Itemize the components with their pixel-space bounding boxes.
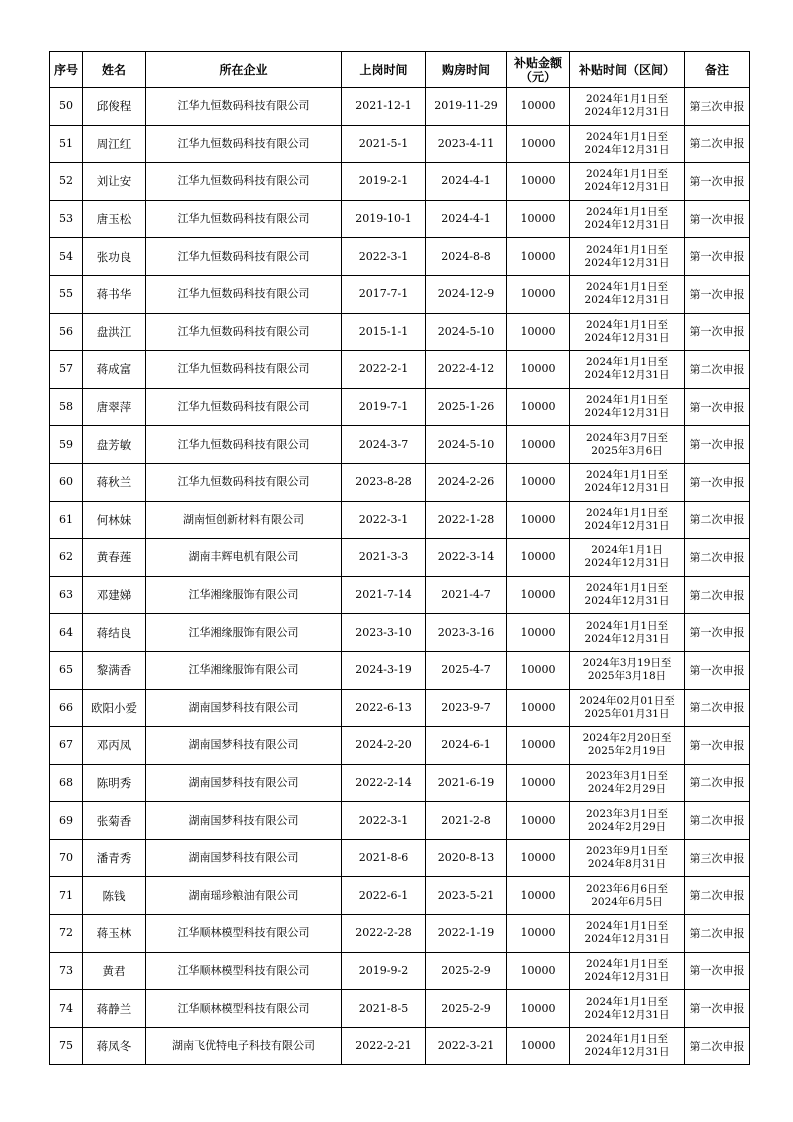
cell-company: 江华湘缘服饰有限公司 (146, 614, 342, 652)
cell-no: 73 (50, 952, 83, 990)
cell-no: 60 (50, 463, 83, 501)
cell-company: 江华九恒数码科技有限公司 (146, 388, 342, 426)
cell-amount: 10000 (507, 351, 570, 389)
period-to: 2024年12月31日 (584, 181, 670, 194)
cell-company: 湖南飞优特电子科技有限公司 (146, 1027, 342, 1065)
cell-start-date: 2019-9-2 (342, 952, 426, 990)
period-from: 2024年1月1日至 (585, 356, 669, 369)
cell-purchase-date: 2024-8-8 (426, 238, 507, 276)
cell-company: 江华九恒数码科技有限公司 (146, 313, 342, 351)
header-company: 所在企业 (146, 52, 342, 88)
cell-start-date: 2022-6-1 (342, 877, 426, 915)
period-from: 2024年1月1日至 (585, 318, 669, 331)
cell-period (570, 689, 685, 727)
cell-purchase-date: 2023-3-16 (426, 614, 507, 652)
period-from: 2023年6月6日至 (585, 882, 669, 895)
cell-name: 欧阳小爱 (83, 689, 146, 727)
cell-period (570, 200, 685, 238)
subsidy-table (49, 51, 750, 1065)
period-from: 2024年1月1日至 (585, 130, 669, 143)
cell-company: 湖南恒创新材料有限公司 (146, 501, 342, 539)
cell-period (570, 839, 685, 877)
period-to: 2025年2月19日 (587, 745, 667, 758)
cell-purchase-date: 2021-2-8 (426, 802, 507, 840)
cell-start-date: 2024-3-19 (342, 651, 426, 689)
period-to: 2024年12月31日 (584, 595, 670, 608)
table-row (50, 764, 750, 802)
cell-company: 湖南国梦科技有限公司 (146, 689, 342, 727)
cell-name: 邱俊程 (83, 88, 146, 126)
cell-purchase-date: 2023-5-21 (426, 877, 507, 915)
cell-name: 盘芳敏 (83, 426, 146, 464)
table-row (50, 576, 750, 614)
period-to: 2024年12月31日 (584, 482, 670, 495)
cell-purchase-date: 2024-6-1 (426, 727, 507, 765)
period-from: 2024年1月1日至 (585, 243, 669, 256)
cell-note: 第二次申报 (685, 764, 750, 802)
period-to: 2025年01月31日 (584, 707, 670, 720)
cell-note: 第一次申报 (685, 952, 750, 990)
period-to: 2024年12月31日 (584, 632, 670, 645)
cell-period (570, 238, 685, 276)
cell-start-date: 2021-3-3 (342, 539, 426, 577)
period-to: 2024年12月31日 (584, 369, 670, 382)
cell-no: 71 (50, 877, 83, 915)
cell-note: 第一次申报 (685, 275, 750, 313)
cell-period (570, 576, 685, 614)
cell-start-date: 2015-1-1 (342, 313, 426, 351)
cell-company: 江华九恒数码科技有限公司 (146, 351, 342, 389)
cell-purchase-date: 2019-11-29 (426, 88, 507, 126)
header-start-date: 上岗时间 (342, 52, 426, 88)
cell-name: 张功良 (83, 238, 146, 276)
table-row (50, 915, 750, 953)
cell-name: 蒋书华 (83, 275, 146, 313)
period-from: 2024年1月1日至 (585, 582, 669, 595)
cell-note: 第二次申报 (685, 802, 750, 840)
cell-name: 陈明秀 (83, 764, 146, 802)
period-to: 2024年8月31日 (587, 858, 667, 871)
period-from: 2023年3月1日至 (585, 807, 669, 820)
cell-period (570, 351, 685, 389)
cell-purchase-date: 2025-2-9 (426, 952, 507, 990)
table-row (50, 388, 750, 426)
cell-amount: 10000 (507, 275, 570, 313)
table-row (50, 463, 750, 501)
period-from: 2024年1月1日至 (585, 469, 669, 482)
cell-period (570, 125, 685, 163)
cell-note: 第一次申报 (685, 727, 750, 765)
period-from: 2024年1月1日至 (585, 506, 669, 519)
period-from: 2023年9月1日至 (585, 845, 669, 858)
cell-purchase-date: 2025-4-7 (426, 651, 507, 689)
cell-name: 刘让安 (83, 163, 146, 201)
cell-no: 50 (50, 88, 83, 126)
period-from: 2024年1月1日至 (585, 394, 669, 407)
period-to: 2024年2月29日 (587, 782, 667, 795)
cell-company: 湖南国梦科技有限公司 (146, 764, 342, 802)
cell-period (570, 275, 685, 313)
cell-period (570, 915, 685, 953)
table-row (50, 727, 750, 765)
cell-name: 唐翠萍 (83, 388, 146, 426)
table-row (50, 238, 750, 276)
cell-note: 第二次申报 (685, 915, 750, 953)
table-row (50, 614, 750, 652)
header-amount: 补贴金额（元） (507, 52, 570, 88)
cell-period (570, 614, 685, 652)
cell-start-date: 2019-7-1 (342, 388, 426, 426)
cell-start-date: 2022-2-14 (342, 764, 426, 802)
cell-amount: 10000 (507, 915, 570, 953)
cell-start-date: 2017-7-1 (342, 275, 426, 313)
cell-amount: 10000 (507, 426, 570, 464)
cell-amount: 10000 (507, 125, 570, 163)
cell-note: 第一次申报 (685, 651, 750, 689)
period-to: 2024年12月31日 (584, 331, 670, 344)
cell-no: 64 (50, 614, 83, 652)
cell-start-date: 2019-10-1 (342, 200, 426, 238)
cell-amount: 10000 (507, 539, 570, 577)
table-row (50, 877, 750, 915)
cell-company: 江华顺林模型科技有限公司 (146, 990, 342, 1028)
cell-name: 盘洪江 (83, 313, 146, 351)
cell-period (570, 952, 685, 990)
period-from: 2024年1月1日至 (585, 1033, 669, 1046)
cell-no: 59 (50, 426, 83, 464)
cell-name: 蒋凤冬 (83, 1027, 146, 1065)
cell-start-date: 2021-5-1 (342, 125, 426, 163)
cell-amount: 10000 (507, 764, 570, 802)
cell-amount: 10000 (507, 689, 570, 727)
table-row (50, 839, 750, 877)
cell-no: 63 (50, 576, 83, 614)
cell-amount: 10000 (507, 614, 570, 652)
cell-start-date: 2022-3-1 (342, 238, 426, 276)
cell-note: 第二次申报 (685, 501, 750, 539)
cell-purchase-date: 2022-3-14 (426, 539, 507, 577)
cell-purchase-date: 2022-1-19 (426, 915, 507, 953)
cell-amount: 10000 (507, 802, 570, 840)
cell-name: 潘青秀 (83, 839, 146, 877)
cell-amount: 10000 (507, 163, 570, 201)
cell-company: 江华九恒数码科技有限公司 (146, 238, 342, 276)
cell-name: 张菊香 (83, 802, 146, 840)
cell-name: 唐玉松 (83, 200, 146, 238)
period-from: 2024年1月1日至 (585, 206, 669, 219)
cell-amount: 10000 (507, 877, 570, 915)
period-to: 2024年12月31日 (584, 106, 670, 119)
cell-name: 何林妹 (83, 501, 146, 539)
cell-note: 第一次申报 (685, 388, 750, 426)
cell-amount: 10000 (507, 238, 570, 276)
cell-no: 72 (50, 915, 83, 953)
cell-period (570, 539, 685, 577)
table-row (50, 88, 750, 126)
cell-start-date: 2022-2-1 (342, 351, 426, 389)
table-row (50, 275, 750, 313)
cell-purchase-date: 2025-2-9 (426, 990, 507, 1028)
cell-period (570, 802, 685, 840)
period-from: 2024年1月1日至 (585, 168, 669, 181)
cell-start-date: 2019-2-1 (342, 163, 426, 201)
table-row (50, 651, 750, 689)
cell-period (570, 990, 685, 1028)
cell-company: 江华九恒数码科技有限公司 (146, 463, 342, 501)
cell-no: 74 (50, 990, 83, 1028)
table-row (50, 125, 750, 163)
cell-period (570, 313, 685, 351)
cell-purchase-date: 2024-5-10 (426, 313, 507, 351)
cell-note: 第一次申报 (685, 200, 750, 238)
cell-name: 黎满香 (83, 651, 146, 689)
cell-company: 湖南丰辉电机有限公司 (146, 539, 342, 577)
cell-period (570, 88, 685, 126)
cell-note: 第二次申报 (685, 689, 750, 727)
cell-start-date: 2021-8-6 (342, 839, 426, 877)
cell-note: 第一次申报 (685, 426, 750, 464)
cell-no: 56 (50, 313, 83, 351)
period-to: 2025年3月18日 (587, 670, 667, 683)
table-row (50, 1027, 750, 1065)
cell-note: 第二次申报 (685, 576, 750, 614)
cell-start-date: 2022-2-21 (342, 1027, 426, 1065)
period-to: 2024年12月31日 (584, 294, 670, 307)
cell-period (570, 727, 685, 765)
cell-name: 蒋成富 (83, 351, 146, 389)
cell-amount: 10000 (507, 952, 570, 990)
cell-note: 第三次申报 (685, 839, 750, 877)
period-from: 2024年02月01日至 (579, 694, 675, 707)
cell-purchase-date: 2024-5-10 (426, 426, 507, 464)
period-to: 2024年12月31日 (584, 557, 670, 570)
table-row (50, 990, 750, 1028)
cell-period (570, 764, 685, 802)
period-from: 2024年1月1日至 (585, 281, 669, 294)
cell-no: 61 (50, 501, 83, 539)
cell-start-date: 2022-6-13 (342, 689, 426, 727)
cell-amount: 10000 (507, 727, 570, 765)
cell-company: 江华顺林模型科技有限公司 (146, 915, 342, 953)
cell-company: 湖南国梦科技有限公司 (146, 802, 342, 840)
period-to: 2024年12月31日 (584, 143, 670, 156)
cell-amount: 10000 (507, 576, 570, 614)
period-to: 2024年12月31日 (584, 519, 670, 532)
cell-no: 57 (50, 351, 83, 389)
cell-company: 江华湘缘服饰有限公司 (146, 651, 342, 689)
cell-amount: 10000 (507, 88, 570, 126)
header-no: 序号 (50, 52, 83, 88)
cell-company: 江华湘缘服饰有限公司 (146, 576, 342, 614)
cell-purchase-date: 2020-8-13 (426, 839, 507, 877)
cell-note: 第三次申报 (685, 88, 750, 126)
cell-company: 江华九恒数码科技有限公司 (146, 163, 342, 201)
cell-name: 周江红 (83, 125, 146, 163)
cell-period (570, 501, 685, 539)
cell-note: 第一次申报 (685, 238, 750, 276)
cell-no: 55 (50, 275, 83, 313)
cell-note: 第二次申报 (685, 539, 750, 577)
cell-purchase-date: 2024-2-26 (426, 463, 507, 501)
period-from: 2024年1月1日至 (585, 995, 669, 1008)
cell-amount: 10000 (507, 990, 570, 1028)
period-to: 2024年12月31日 (584, 1008, 670, 1021)
period-to: 2024年12月31日 (584, 970, 670, 983)
period-from: 2023年3月1日至 (585, 769, 669, 782)
period-to: 2024年6月5日 (591, 895, 663, 908)
cell-no: 53 (50, 200, 83, 238)
table-row (50, 689, 750, 727)
cell-company: 湖南国梦科技有限公司 (146, 727, 342, 765)
cell-no: 70 (50, 839, 83, 877)
period-to: 2024年2月29日 (587, 820, 667, 833)
cell-purchase-date: 2024-4-1 (426, 200, 507, 238)
cell-note: 第一次申报 (685, 163, 750, 201)
cell-note: 第一次申报 (685, 614, 750, 652)
header-name: 姓名 (83, 52, 146, 88)
cell-start-date: 2021-12-1 (342, 88, 426, 126)
cell-no: 65 (50, 651, 83, 689)
period-to: 2024年12月31日 (584, 933, 670, 946)
cell-period (570, 426, 685, 464)
cell-company: 江华顺林模型科技有限公司 (146, 952, 342, 990)
cell-company: 江华九恒数码科技有限公司 (146, 200, 342, 238)
cell-start-date: 2023-3-10 (342, 614, 426, 652)
cell-no: 75 (50, 1027, 83, 1065)
cell-no: 68 (50, 764, 83, 802)
cell-amount: 10000 (507, 1027, 570, 1065)
header-row (50, 52, 750, 88)
table-row (50, 952, 750, 990)
cell-company: 江华九恒数码科技有限公司 (146, 125, 342, 163)
cell-name: 陈钱 (83, 877, 146, 915)
cell-company: 湖南国梦科技有限公司 (146, 839, 342, 877)
cell-no: 52 (50, 163, 83, 201)
cell-period (570, 877, 685, 915)
table-row (50, 351, 750, 389)
cell-name: 蒋静兰 (83, 990, 146, 1028)
cell-start-date: 2024-2-20 (342, 727, 426, 765)
cell-company: 江华九恒数码科技有限公司 (146, 88, 342, 126)
cell-period (570, 651, 685, 689)
period-from: 2024年1月1日 (591, 544, 663, 557)
cell-note: 第一次申报 (685, 463, 750, 501)
header-note: 备注 (685, 52, 750, 88)
cell-amount: 10000 (507, 200, 570, 238)
cell-note: 第一次申报 (685, 990, 750, 1028)
cell-amount: 10000 (507, 651, 570, 689)
table-row (50, 200, 750, 238)
cell-note: 第二次申报 (685, 125, 750, 163)
cell-purchase-date: 2021-6-19 (426, 764, 507, 802)
period-to: 2024年12月31日 (584, 407, 670, 420)
cell-amount: 10000 (507, 463, 570, 501)
header-purchase-date: 购房时间 (426, 52, 507, 88)
cell-company: 江华九恒数码科技有限公司 (146, 275, 342, 313)
table-row (50, 313, 750, 351)
table-row (50, 163, 750, 201)
cell-name: 蒋秋兰 (83, 463, 146, 501)
cell-name: 邓建娣 (83, 576, 146, 614)
cell-amount: 10000 (507, 501, 570, 539)
cell-start-date: 2022-3-1 (342, 501, 426, 539)
cell-purchase-date: 2024-12-9 (426, 275, 507, 313)
table-row (50, 501, 750, 539)
cell-company: 江华九恒数码科技有限公司 (146, 426, 342, 464)
cell-no: 67 (50, 727, 83, 765)
cell-company: 湖南瑶珍粮油有限公司 (146, 877, 342, 915)
cell-no: 66 (50, 689, 83, 727)
header-period: 补贴时间（区间） (570, 52, 685, 88)
cell-name: 蒋结良 (83, 614, 146, 652)
cell-amount: 10000 (507, 388, 570, 426)
cell-amount: 10000 (507, 839, 570, 877)
period-to: 2025年3月6日 (591, 444, 663, 457)
period-from: 2024年1月1日至 (585, 957, 669, 970)
cell-amount: 10000 (507, 313, 570, 351)
cell-purchase-date: 2022-3-21 (426, 1027, 507, 1065)
cell-no: 51 (50, 125, 83, 163)
period-from: 2024年1月1日至 (585, 93, 669, 106)
cell-start-date: 2023-8-28 (342, 463, 426, 501)
period-from: 2024年1月1日至 (585, 920, 669, 933)
cell-start-date: 2024-3-7 (342, 426, 426, 464)
cell-no: 62 (50, 539, 83, 577)
cell-period (570, 463, 685, 501)
cell-start-date: 2021-7-14 (342, 576, 426, 614)
cell-note: 第二次申报 (685, 1027, 750, 1065)
cell-period (570, 1027, 685, 1065)
cell-note: 第二次申报 (685, 877, 750, 915)
cell-no: 69 (50, 802, 83, 840)
period-from: 2024年1月1日至 (585, 619, 669, 632)
cell-purchase-date: 2025-1-26 (426, 388, 507, 426)
cell-name: 邓丙凤 (83, 727, 146, 765)
cell-name: 黄春莲 (83, 539, 146, 577)
cell-purchase-date: 2023-9-7 (426, 689, 507, 727)
period-from: 2024年2月20日至 (582, 732, 672, 745)
cell-note: 第一次申报 (685, 313, 750, 351)
cell-name: 蒋玉林 (83, 915, 146, 953)
cell-no: 54 (50, 238, 83, 276)
table-row (50, 539, 750, 577)
period-from: 2024年3月7日至 (585, 431, 669, 444)
period-from: 2024年3月19日至 (582, 657, 672, 670)
period-to: 2024年12月31日 (584, 256, 670, 269)
cell-purchase-date: 2021-4-7 (426, 576, 507, 614)
cell-purchase-date: 2023-4-11 (426, 125, 507, 163)
period-to: 2024年12月31日 (584, 1046, 670, 1059)
cell-name: 黄君 (83, 952, 146, 990)
cell-note: 第二次申报 (685, 351, 750, 389)
cell-no: 58 (50, 388, 83, 426)
cell-purchase-date: 2022-4-12 (426, 351, 507, 389)
cell-purchase-date: 2024-4-1 (426, 163, 507, 201)
cell-period (570, 388, 685, 426)
cell-start-date: 2022-3-1 (342, 802, 426, 840)
cell-period (570, 163, 685, 201)
period-to: 2024年12月31日 (584, 219, 670, 232)
table-body (50, 88, 750, 1065)
cell-start-date: 2022-2-28 (342, 915, 426, 953)
table-row (50, 426, 750, 464)
cell-start-date: 2021-8-5 (342, 990, 426, 1028)
cell-purchase-date: 2022-1-28 (426, 501, 507, 539)
table-row (50, 802, 750, 840)
